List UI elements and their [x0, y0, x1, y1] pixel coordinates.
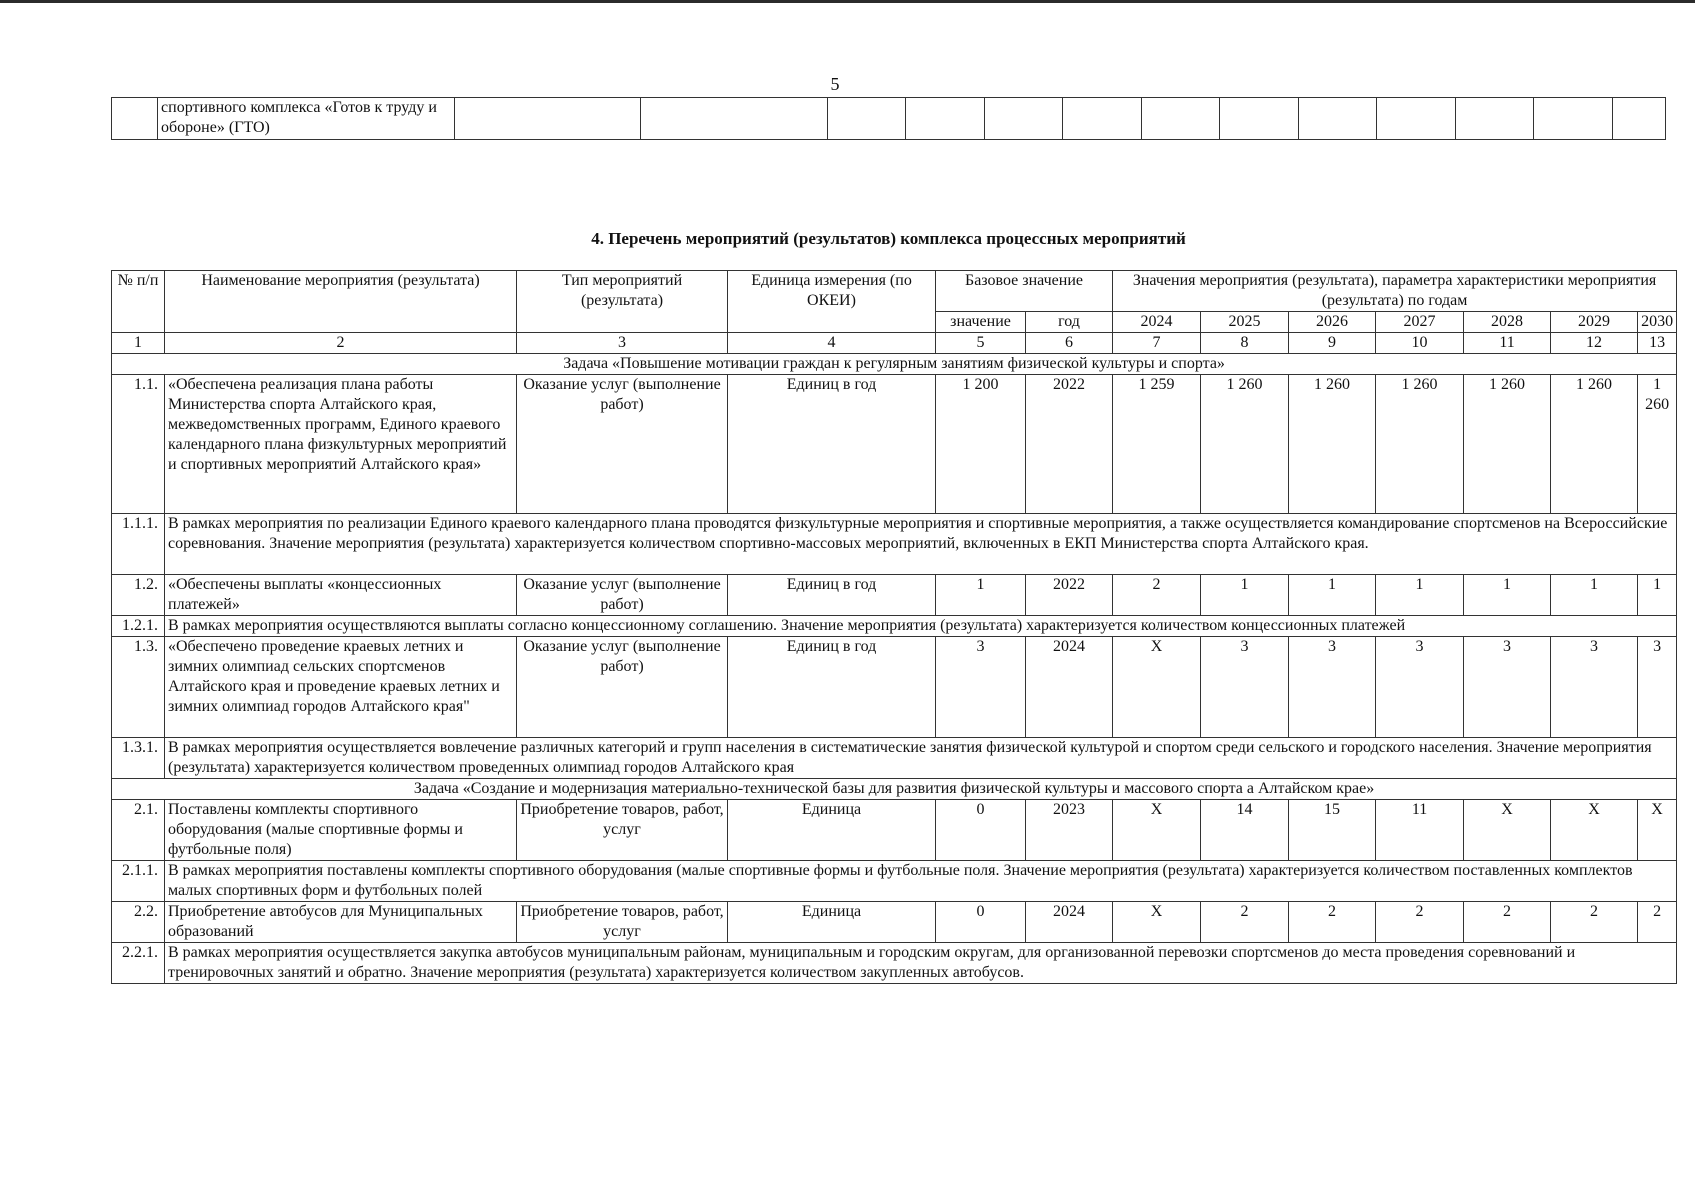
- description-row: [112, 514, 1677, 575]
- item-year-value: 3: [1289, 637, 1376, 738]
- item-year-value: 14: [1201, 800, 1289, 861]
- item-base-year: 2022: [1026, 375, 1113, 514]
- item-base-value: 0: [936, 800, 1026, 861]
- item-year-value: 1 259: [1113, 375, 1201, 514]
- item-year-value: 1 260: [1638, 375, 1677, 514]
- description-number: 2.2.1.: [112, 943, 165, 984]
- description-row: [112, 861, 1677, 902]
- activities-table: [111, 270, 1677, 984]
- column-number: 7: [1113, 333, 1201, 354]
- previous-table-continuation: [111, 97, 1666, 140]
- item-unit: Единица: [728, 902, 936, 943]
- item-year-value: 1: [1376, 575, 1464, 616]
- item-type: Приобретение товаров, работ, услуг: [517, 800, 728, 861]
- item-year-value: 15: [1289, 800, 1376, 861]
- description-number: 1.1.1.: [112, 514, 165, 575]
- header-row: [112, 271, 1677, 312]
- item-year-value: 2: [1201, 902, 1289, 943]
- item-year-value: 2: [1113, 575, 1201, 616]
- task-title: Задача «Повышение мотивации граждан к регулярным занятиям физической культуры и спорта»: [112, 354, 1677, 375]
- item-unit: Единиц в год: [728, 375, 936, 514]
- header-base-year: год: [1026, 312, 1113, 333]
- column-number: 6: [1026, 333, 1113, 354]
- item-base-year: 2023: [1026, 800, 1113, 861]
- column-number: 5: [936, 333, 1026, 354]
- header-year: 2028: [1464, 312, 1551, 333]
- column-number: 3: [517, 333, 728, 354]
- item-year-value: 3: [1464, 637, 1551, 738]
- column-number: 4: [728, 333, 936, 354]
- item-number: 2.2.: [112, 902, 165, 943]
- page-number: 5: [830, 74, 840, 94]
- description-row: [112, 616, 1677, 637]
- item-year-value: 1: [1638, 575, 1677, 616]
- item-year-value: 3: [1551, 637, 1638, 738]
- header-year: 2024: [1113, 312, 1201, 333]
- item-year-value: X: [1113, 800, 1201, 861]
- table-row: [112, 902, 1677, 943]
- item-year-value: 2: [1289, 902, 1376, 943]
- item-year-value: 2: [1638, 902, 1677, 943]
- column-number: 8: [1201, 333, 1289, 354]
- item-base-year: 2024: [1026, 637, 1113, 738]
- item-type: Оказание услуг (выполнение работ): [517, 575, 728, 616]
- item-year-value: 1: [1464, 575, 1551, 616]
- item-name: Поставлены комплекты спортивного оборудования (малые спортивные формы и футбольные поля): [165, 800, 517, 861]
- table-row: [112, 800, 1677, 861]
- header-values: Значения мероприятия (результата), параметра характеристики мероприятия (результата) по годам: [1113, 271, 1677, 312]
- item-description: В рамках мероприятия осуществляется закупка автобусов муниципальным районам, муниципальным и городским округам, для организованной перевозки спортсменов до места проведения соревнований и тренировочных занятий и обратно. Значение мероприятия (результата) характеризуется количеством закупленных автобусов.: [165, 943, 1677, 984]
- table-row: [112, 575, 1677, 616]
- item-year-value: 1 260: [1289, 375, 1376, 514]
- item-year-value: 2: [1464, 902, 1551, 943]
- item-year-value: 1 260: [1376, 375, 1464, 514]
- item-year-value: 3: [1638, 637, 1677, 738]
- description-row: [112, 738, 1677, 779]
- item-description: В рамках мероприятия по реализации Единого краевого календарного плана проводятся физкультурные мероприятия и спортивные мероприятия, а также осуществляется командирование спортсменов на Всероссийские соревнования. Значение мероприятия (результата) характеризуется количеством спортивно-массовых мероприятий, включенных в ЕКП Министерства спорта Алтайского края.: [165, 514, 1677, 575]
- description-number: 1.3.1.: [112, 738, 165, 779]
- item-year-value: 1: [1201, 575, 1289, 616]
- item-number: 2.1.: [112, 800, 165, 861]
- item-year-value: X: [1638, 800, 1677, 861]
- column-number: 2: [165, 333, 517, 354]
- item-unit: Единиц в год: [728, 637, 936, 738]
- task-row: [112, 354, 1677, 375]
- item-year-value: X: [1464, 800, 1551, 861]
- item-base-value: 3: [936, 637, 1026, 738]
- prev-row-text: спортивного комплекса «Готов к труду и обороне» (ГТО): [158, 98, 455, 140]
- item-type: Оказание услуг (выполнение работ): [517, 375, 728, 514]
- table-row: [112, 637, 1677, 738]
- description-row: [112, 943, 1677, 984]
- item-base-year: 2024: [1026, 902, 1113, 943]
- item-year-value: 2: [1376, 902, 1464, 943]
- item-unit: Единиц в год: [728, 575, 936, 616]
- item-description: В рамках мероприятия поставлены комплекты спортивного оборудования (малые спортивные формы и футбольные поля. Значение мероприятия (результата) характеризуется количеством поставленных комплектов малых спортивных форм и футбольных полей: [165, 861, 1677, 902]
- header-name: Наименование мероприятия (результата): [165, 271, 517, 333]
- item-number: 1.1.: [112, 375, 165, 514]
- header-year: 2030: [1638, 312, 1677, 333]
- header-year: 2026: [1289, 312, 1376, 333]
- description-number: 1.2.1.: [112, 616, 165, 637]
- item-year-value: X: [1113, 637, 1201, 738]
- item-year-value: 1: [1289, 575, 1376, 616]
- item-name: «Обеспечено проведение краевых летних и зимних олимпиад сельских спортсменов Алтайского края и проведение краевых летних и зимних олимпиад городов Алтайского края": [165, 637, 517, 738]
- item-description: В рамках мероприятия осуществляются выплаты согласно концессионному соглашению. Значение мероприятия (результата) характеризуется количеством концессионных платежей: [165, 616, 1677, 637]
- item-name: «Обеспечена реализация плана работы Министерства спорта Алтайского края, межведомственных программ, Единого краевого календарного плана физкультурных мероприятий и спортивных мероприятий Алтайского края»: [165, 375, 517, 514]
- column-number: 13: [1638, 333, 1677, 354]
- item-base-value: 1 200: [936, 375, 1026, 514]
- item-year-value: 1 260: [1464, 375, 1551, 514]
- task-title: Задача «Создание и модернизация материально-технической базы для развития физической культуры и массового спорта а Алтайском крае»: [112, 779, 1677, 800]
- header-base-value: значение: [936, 312, 1026, 333]
- table-row: [112, 375, 1677, 514]
- item-year-value: 1: [1551, 575, 1638, 616]
- item-year-value: X: [1551, 800, 1638, 861]
- item-base-value: 0: [936, 902, 1026, 943]
- item-unit: Единица: [728, 800, 936, 861]
- item-year-value: 11: [1376, 800, 1464, 861]
- task-row: [112, 779, 1677, 800]
- header-unit: Единица измерения (по ОКЕИ): [728, 271, 936, 333]
- item-name: Приобретение автобусов для Муниципальных образований: [165, 902, 517, 943]
- item-name: «Обеспечены выплаты «концессионных платежей»: [165, 575, 517, 616]
- item-year-value: 3: [1201, 637, 1289, 738]
- header-year: 2025: [1201, 312, 1289, 333]
- column-number: 1: [112, 333, 165, 354]
- column-number: 11: [1464, 333, 1551, 354]
- item-description: В рамках мероприятия осуществляется вовлечение различных категорий и групп населения в систематические занятия физической культурой и спортом среди сельского и городского населения. Значение мероприятия (результата) характеризуется количеством проведенных олимпиад городов Алтайского края: [165, 738, 1677, 779]
- item-type: Приобретение товаров, работ, услуг: [517, 902, 728, 943]
- item-base-value: 1: [936, 575, 1026, 616]
- header-num: № п/п: [112, 271, 165, 333]
- header-year: 2029: [1551, 312, 1638, 333]
- column-number: 12: [1551, 333, 1638, 354]
- scan-top-edge: [0, 0, 1695, 3]
- table-row: [112, 98, 1666, 140]
- column-number: 10: [1376, 333, 1464, 354]
- item-year-value: 1 260: [1201, 375, 1289, 514]
- item-year-value: 3: [1376, 637, 1464, 738]
- description-number: 2.1.1.: [112, 861, 165, 902]
- section-title: 4. Перечень мероприятий (результатов) комплекса процессных мероприятий: [591, 229, 1186, 248]
- item-number: 1.2.: [112, 575, 165, 616]
- item-year-value: 1 260: [1551, 375, 1638, 514]
- header-year: 2027: [1376, 312, 1464, 333]
- column-number: 9: [1289, 333, 1376, 354]
- item-year-value: X: [1113, 902, 1201, 943]
- header-base: Базовое значение: [936, 271, 1113, 312]
- item-year-value: 2: [1551, 902, 1638, 943]
- item-type: Оказание услуг (выполнение работ): [517, 637, 728, 738]
- item-base-year: 2022: [1026, 575, 1113, 616]
- item-number: 1.3.: [112, 637, 165, 738]
- header-type: Тип мероприятий (результата): [517, 271, 728, 333]
- column-number-row: [112, 333, 1677, 354]
